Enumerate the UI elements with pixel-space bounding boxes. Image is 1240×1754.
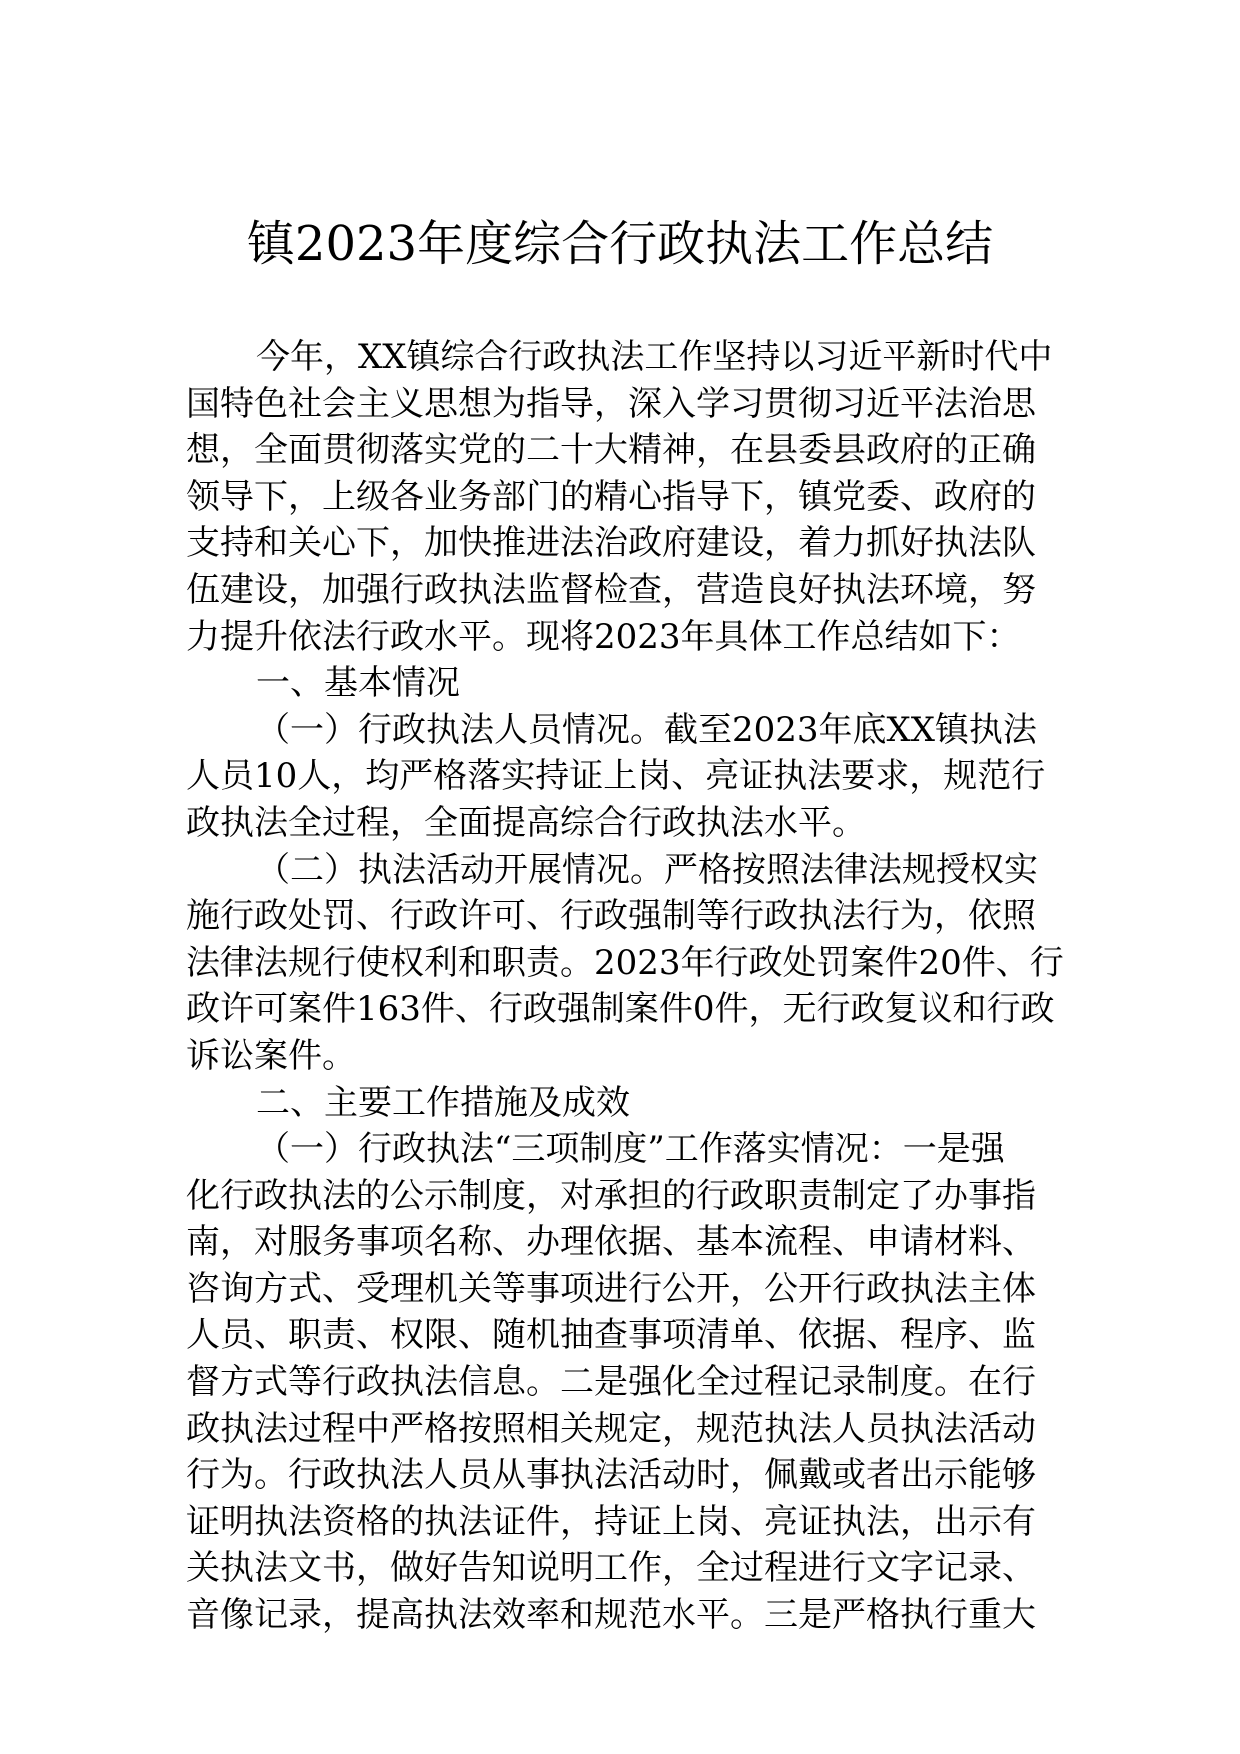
text-line: 国特色社会主义思想为指导，深入学习贯彻习近平法治思 [186, 383, 1036, 424]
text-line: （一）行政执法人员情况。截至2023年底XX镇执法 [256, 709, 1037, 750]
text-line: 力提升依法行政水平。现将2023年具体工作总结如下： [186, 616, 1021, 657]
text-line: 音像记录，提高执法效率和规范水平。三是严格执行重大 [186, 1595, 1036, 1636]
text-line: 领导下，上级各业务部门的精心指导下，镇党委、政府的 [186, 476, 1036, 517]
text-line: 法律法规行使权利和职责。2023年行政处罚案件20件、行 [186, 942, 1064, 983]
text-line: 政执法过程中严格按照相关规定，规范执法人员执法活动 [186, 1408, 1036, 1449]
text-line: 诉讼案件。 [186, 1035, 356, 1076]
text-line: 行为。行政执法人员从事执法活动时，佩戴或者出示能够 [186, 1455, 1036, 1496]
text-line: 督方式等行政执法信息。二是强化全过程记录制度。在行 [186, 1362, 1036, 1403]
text-line: 政执法全过程，全面提高综合行政执法水平。 [186, 802, 866, 843]
section-heading: 二、主要工作措施及成效 [256, 1082, 630, 1123]
text-line: 今年，XX镇综合行政执法工作坚持以习近平新时代中 [256, 337, 1053, 377]
section-heading: 一、基本情况 [256, 663, 460, 704]
text-line: 人员10人，均严格落实持证上岗、亮证执法要求，规范行 [186, 756, 1046, 797]
text-line: 施行政处罚、行政许可、行政强制等行政执法行为，依照 [186, 896, 1036, 937]
document-body [186, 334, 1064, 1639]
text-line: 伍建设，加强行政执法监督检查，营造良好执法环境，努 [186, 569, 1036, 610]
text-line: 支持和关心下，加快推进法治政府建设，着力抓好执法队 [186, 523, 1036, 564]
text-line: 想，全面贯彻落实党的二十大精神，在县委县政府的正确 [186, 430, 1036, 471]
text-line: （二）执法活动开展情况。严格按照法律法规授权实 [256, 849, 1038, 890]
text-line: 人员、职责、权限、随机抽查事项清单、依据、程序、监 [186, 1315, 1036, 1356]
text-line: （一）行政执法“三项制度”工作落实情况：一是强 [256, 1129, 1005, 1170]
text-line: 政许可案件163件、行政强制案件0件，无行政复议和行政 [186, 989, 1055, 1030]
text-line: 咨询方式、受理机关等事项进行公开，公开行政执法主体 [186, 1268, 1036, 1309]
text-line: 关执法文书，做好告知说明工作，全过程进行文字记录、 [186, 1548, 1036, 1589]
document-title: 镇2023年度综合行政执法工作总结 [246, 216, 994, 272]
text-line: 证明执法资格的执法证件，持证上岗、亮证执法，出示有 [186, 1501, 1036, 1542]
text-line: 南，对服务事项名称、办理依据、基本流程、申请材料、 [186, 1222, 1036, 1263]
text-line: 化行政执法的公示制度，对承担的行政职责制定了办事指 [186, 1175, 1036, 1216]
